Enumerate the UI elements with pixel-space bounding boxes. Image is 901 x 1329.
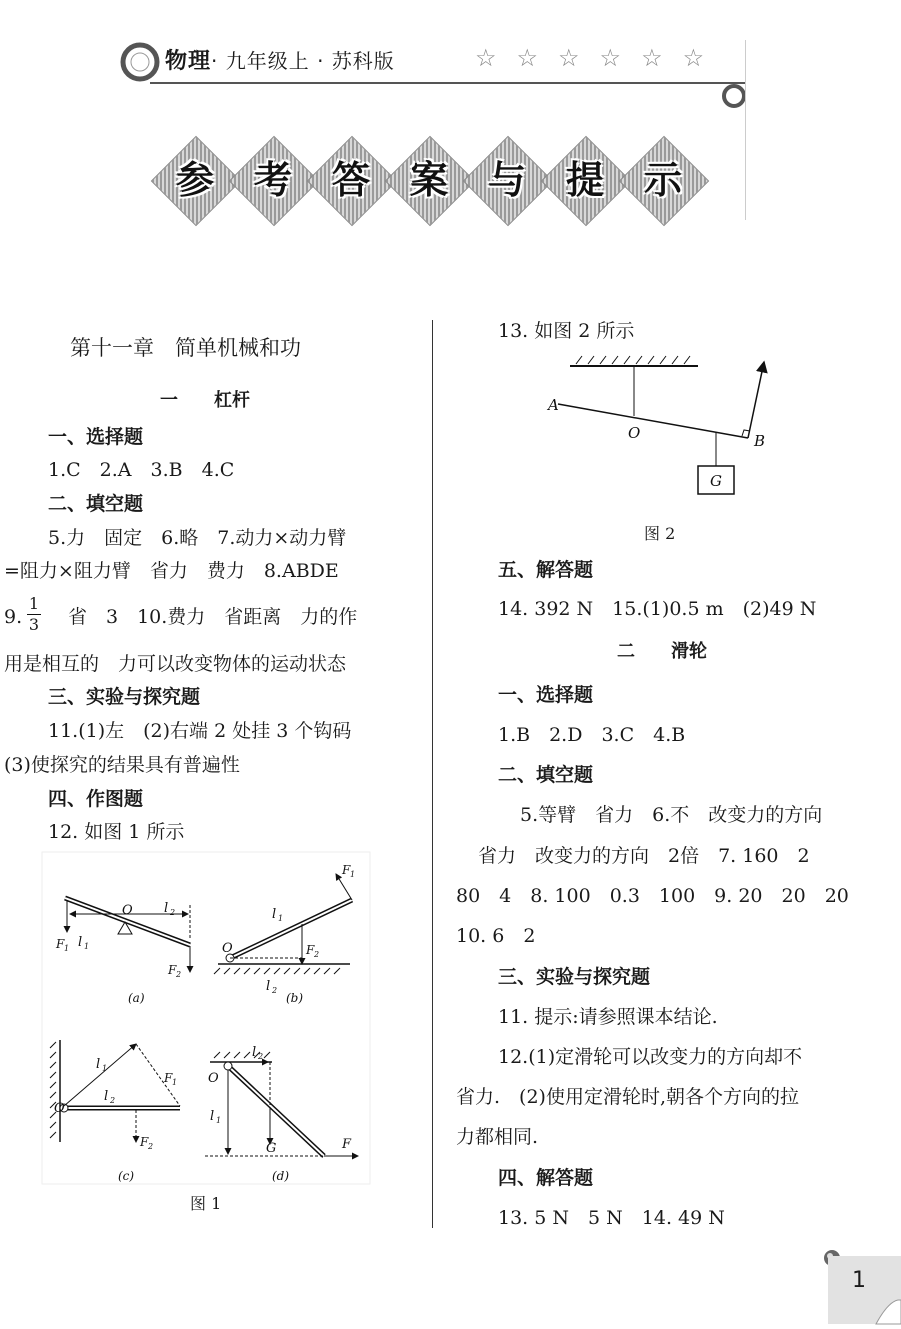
fig2-B: B (754, 432, 766, 450)
figure-1a (55, 898, 190, 1005)
fig1a-F1-sub: 1 (64, 944, 70, 953)
answer-line: 13. 如图 2 所示 (498, 320, 635, 342)
fig1d-O: O (208, 1071, 219, 1086)
answer-line: 力都相同. (456, 1126, 539, 1148)
fig1b-F2-sub: 2 (314, 950, 320, 959)
header-subject: 物理 (165, 49, 212, 74)
fig1a-F2-sub: 2 (176, 970, 182, 979)
fig2-caption: 图 2 (644, 524, 676, 543)
fig1c-l2-sub: 2 (110, 1096, 116, 1105)
fig1b-F1: F (342, 863, 351, 877)
chapter-title: 第十一章 简单机械和功 (70, 336, 301, 360)
fig1a-l1: l (78, 935, 83, 950)
heading: 一、选择题 (48, 426, 144, 448)
fig1a-label: (a) (128, 991, 145, 1005)
header-title (165, 44, 395, 75)
fig1c-O: O (54, 1101, 65, 1116)
answer-line: 9. (4, 606, 23, 628)
fig1d-l1: l (210, 1109, 215, 1124)
answer-line: 省力. (2)使用定滑轮时,朝各个方向的拉 (456, 1086, 799, 1108)
banner-tile: 示 (618, 135, 708, 225)
header-rule (150, 82, 745, 84)
banner-tile: 参 (150, 135, 240, 225)
answer-line: 80 4 8. 100 0.3 100 9. 20 20 20 (456, 885, 849, 907)
answer-line: 5.力 固定 6.略 7.动力×动力臂 (48, 527, 347, 549)
column-divider (432, 320, 433, 1228)
fig1d-G: G (266, 1141, 277, 1156)
figure-1b (214, 863, 355, 1005)
answer-line: 用是相互的 力可以改变物体的运动状态 (4, 653, 347, 675)
answer-line: 10. 6 2 (456, 925, 536, 947)
fig1c-F1: F (164, 1071, 173, 1085)
answer-banner (150, 135, 710, 230)
answer-line: 1.B 2.D 3.C 4.B (498, 724, 686, 746)
fig1a-O: O (122, 903, 133, 918)
answer-line: 省 3 10.费力 省距离 力的作 (68, 606, 358, 628)
answer-line: 12. 如图 1 所示 (48, 821, 185, 843)
figure-1c (50, 1040, 180, 1183)
fig1d-l2: l (252, 1045, 257, 1060)
fig1b-l2-sub: 2 (272, 986, 278, 995)
fraction-numerator: 1 (28, 594, 40, 613)
fig1c-F2-sub: 2 (148, 1142, 154, 1151)
fig1d-F: F (342, 1137, 352, 1152)
heading: 一、选择题 (498, 684, 594, 706)
banner-tile: 考 (228, 135, 318, 225)
fig1c-F2: F (140, 1135, 149, 1149)
heading: 四、作图题 (48, 788, 144, 810)
fig1a-l1-sub: 1 (84, 942, 90, 951)
answer-line: =阻力×阻力臂 省力 费力 8.ABDE (4, 560, 339, 582)
fig1a-l2-sub: 2 (170, 908, 176, 917)
fig1c-l2: l (104, 1089, 109, 1104)
answer-line: 14. 392 N 15.(1)0.5 m (2)49 N (498, 598, 817, 620)
fig1d-l1-sub: 1 (216, 1116, 222, 1125)
fig1a-F2: F (168, 963, 177, 977)
fig1b-l1: l (272, 907, 277, 922)
page-number: 1 (852, 1268, 866, 1293)
fig1c-l1: l (96, 1057, 101, 1072)
heading: 二、填空题 (48, 493, 144, 515)
answer-line: 5.等臂 省力 6.不 改变力的方向 (520, 804, 823, 826)
fig1-caption: 图 1 (190, 1194, 222, 1213)
fig2-A: A (548, 396, 559, 414)
fig2-G: G (710, 472, 722, 490)
fig1d-l2-sub: 2 (258, 1052, 264, 1061)
answer-line: 省力 改变力的方向 2倍 7. 160 2 (478, 845, 810, 867)
figure-2 (548, 350, 778, 500)
heading: 二、填空题 (498, 764, 594, 786)
heading: 四、解答题 (498, 1167, 594, 1189)
fraction-denominator: 3 (28, 615, 40, 634)
header-stars: ☆☆☆☆☆☆ (475, 44, 725, 72)
section-title: 二 滑轮 (617, 641, 707, 662)
fig1b-l1-sub: 1 (278, 914, 284, 923)
answer-line: 1.C 2.A 3.B 4.C (48, 459, 235, 481)
fig1b-F2: F (306, 943, 315, 957)
fig1a-F1: F (56, 937, 65, 951)
fig1c-l1-sub: 1 (102, 1064, 108, 1073)
banner-tile: 答 (306, 135, 396, 225)
fig1c-F1-sub: 1 (172, 1078, 178, 1087)
fig2-O: O (628, 424, 641, 442)
fig1b-label: (b) (286, 991, 304, 1005)
answer-line: 11. 提示:请参照课本结论. (498, 1006, 718, 1028)
answer-line: 11.(1)左 (2)右端 2 处挂 3 个钩码 (48, 720, 352, 742)
fig1c-label: (c) (118, 1169, 135, 1183)
figure-1d (205, 1045, 358, 1183)
fig1d-label: (d) (272, 1169, 290, 1183)
fraction (27, 596, 41, 633)
header-side-rule (745, 40, 746, 220)
fig1b-O: O (222, 941, 233, 956)
heading: 三、实验与探究题 (498, 966, 651, 988)
heading: 三、实验与探究题 (48, 686, 201, 708)
fig1b-F1-sub: 1 (350, 870, 356, 879)
banner-tile: 案 (384, 135, 474, 225)
banner-tile: 与 (462, 135, 552, 225)
figure-1 (40, 850, 375, 1190)
answer-line: 13. 5 N 5 N 14. 49 N (498, 1207, 725, 1229)
banner-tile: 提 (540, 135, 630, 225)
answer-line: 12.(1)定滑轮可以改变力的方向却不 (498, 1046, 803, 1068)
header-subtitle: · 九年级上 · 苏科版 (211, 49, 395, 73)
heading: 五、解答题 (498, 559, 594, 581)
answer-line: (3)使探究的结果具有普遍性 (4, 754, 240, 776)
fig1b-l2: l (266, 979, 271, 994)
section-title: 一 杠杆 (160, 390, 250, 411)
fig1a-l2: l (164, 901, 169, 916)
header-ring-left (118, 40, 162, 84)
